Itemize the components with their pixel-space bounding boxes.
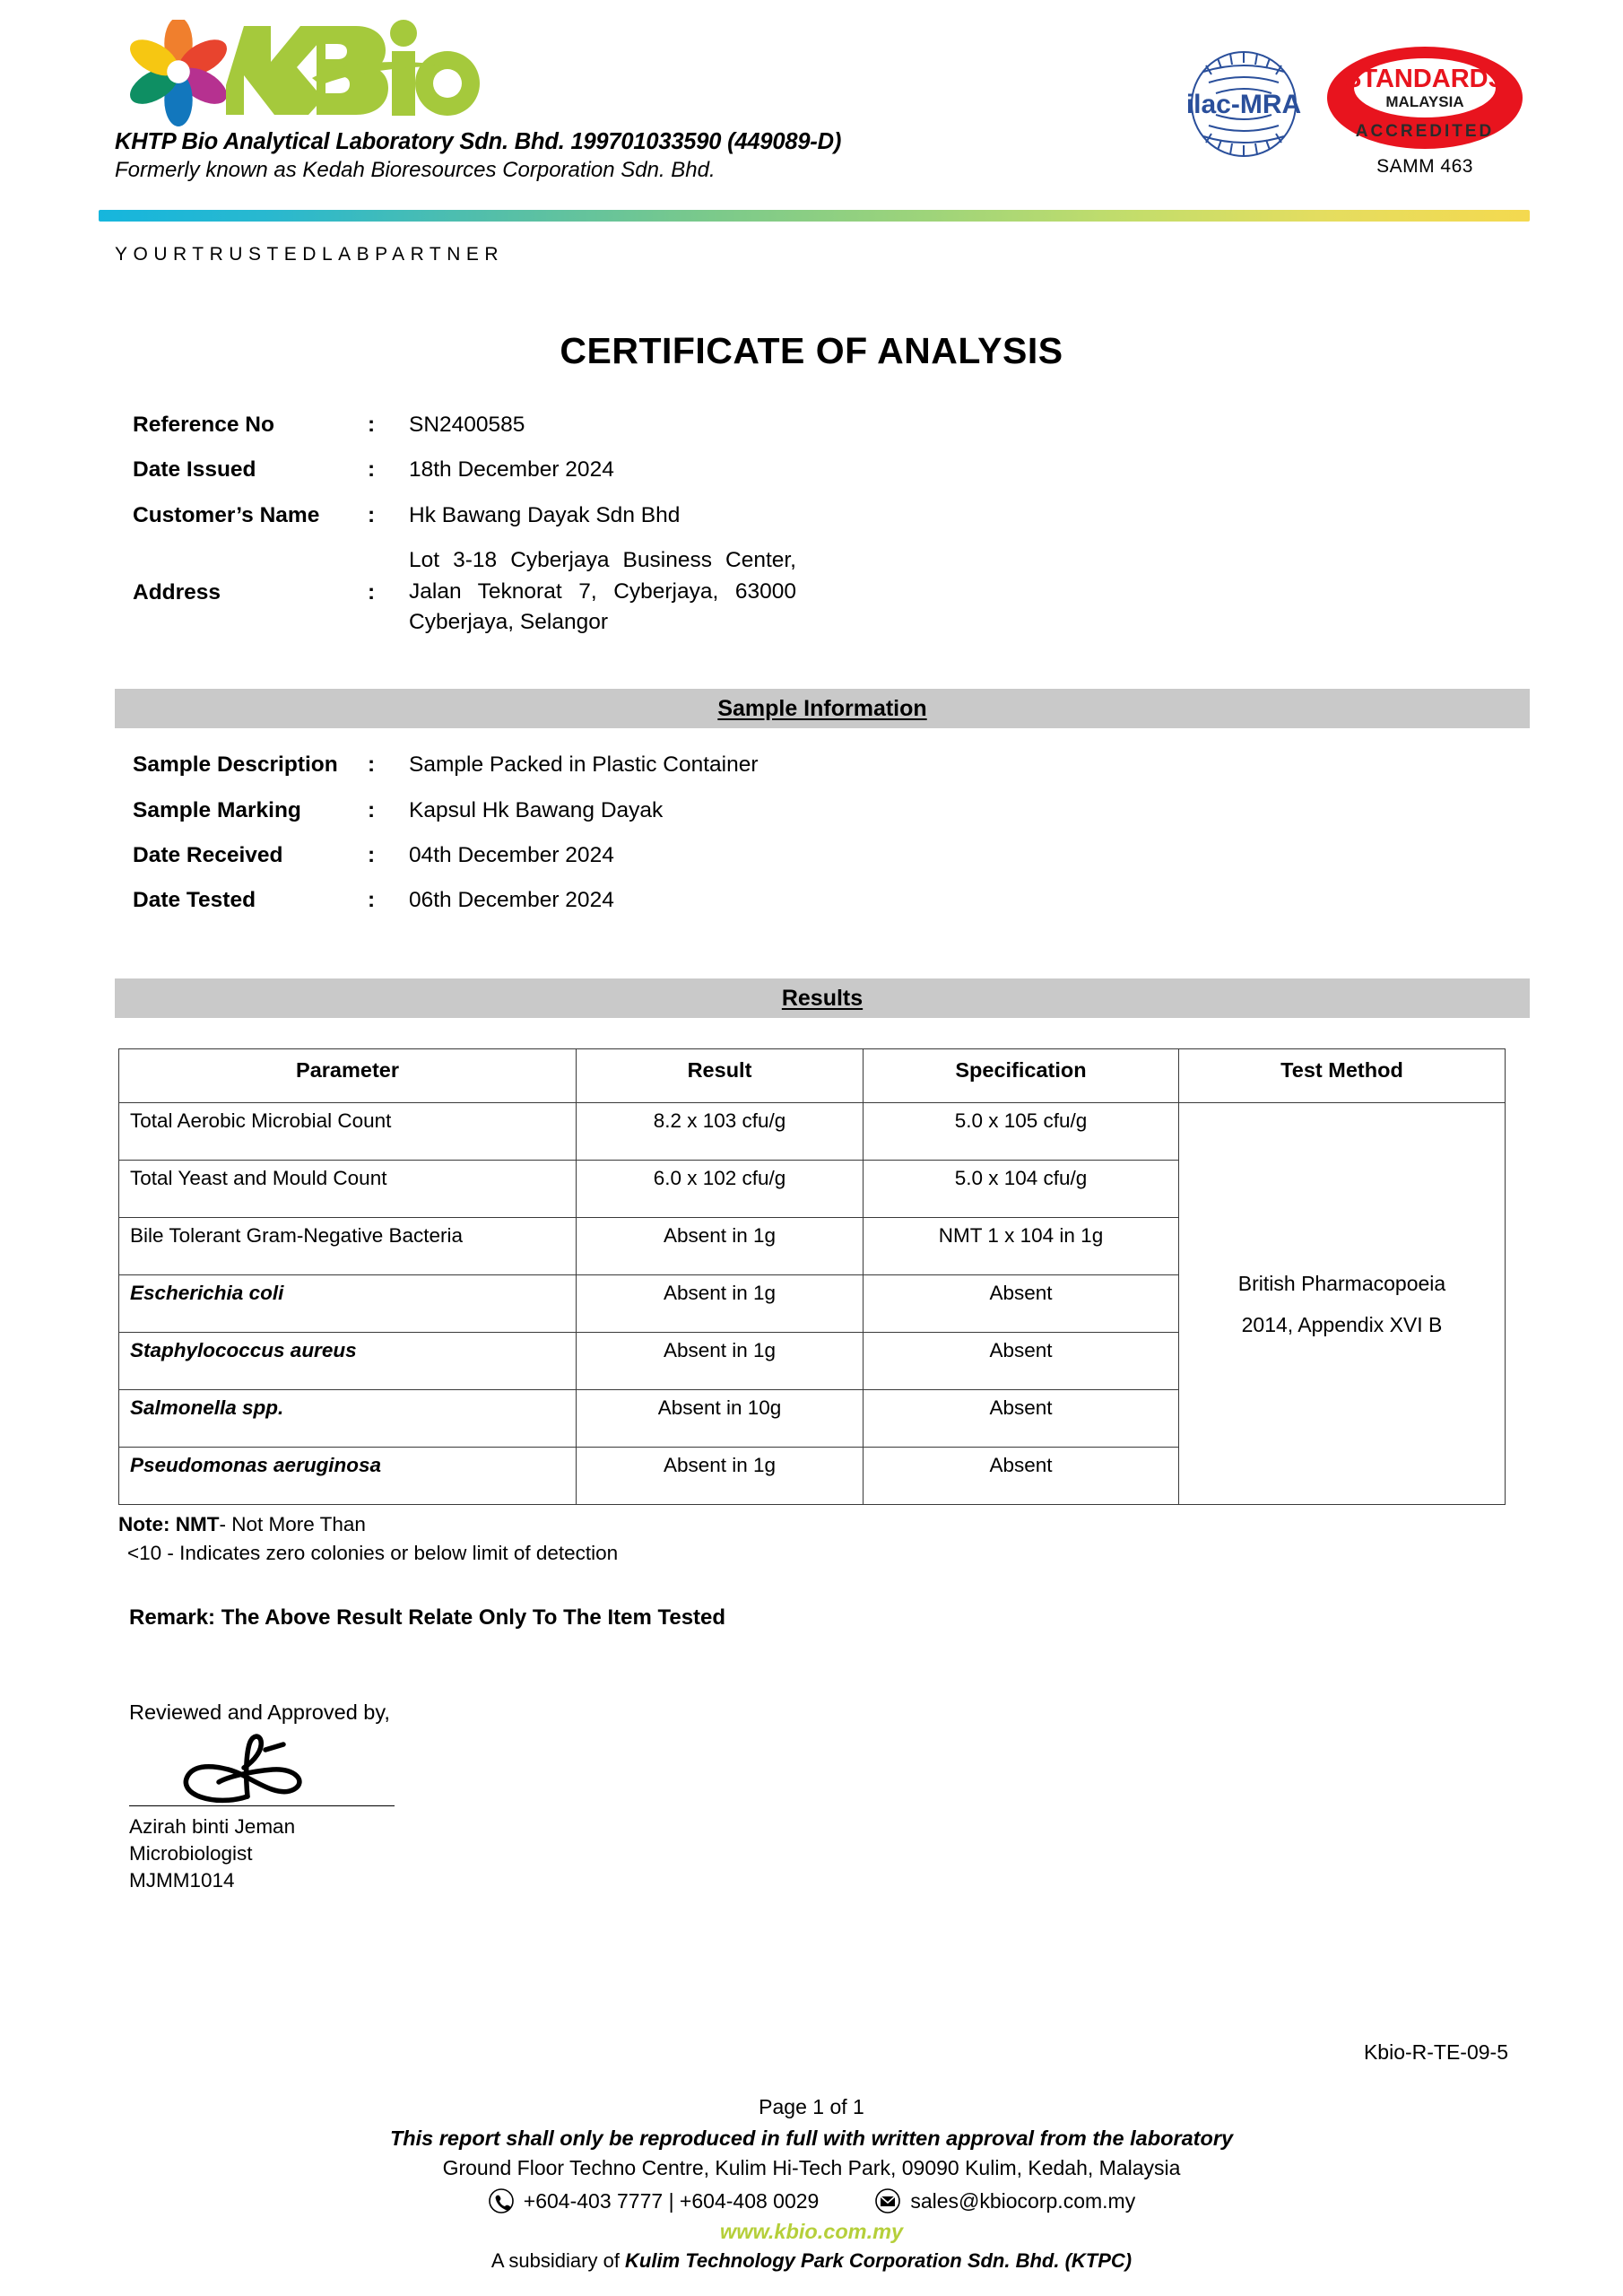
cell-result: 8.2 x 103 cfu/g [577, 1103, 864, 1161]
lab-name: KHTP Bio Analytical Laboratory Sdn. Bhd. 199701033590 (449089-D) [115, 129, 842, 154]
note-detection-limit: <10 - Indicates zero colonies or below limit of detection [127, 1542, 619, 1565]
handwritten-signature [169, 1730, 339, 1804]
subsidiary-name: Kulim Technology Park Corporation Sdn. Bhd. (KTPC) [625, 2249, 1133, 2272]
value-sample-description: Sample Packed in Plastic Container [409, 752, 759, 778]
footer-address: Ground Floor Techno Centre, Kulim Hi-Tech Park, 09090 Kulim, Kedah, Malaysia [442, 2156, 1181, 2179]
cell-result: Absent in 1g [577, 1333, 864, 1390]
colon: : [368, 413, 376, 437]
signatory-details [129, 1813, 1623, 1893]
document-footer [0, 2095, 1623, 2273]
cell-specification: 5.0 x 105 cfu/g [864, 1103, 1179, 1161]
label-date-tested: Date Tested [133, 888, 256, 913]
cell-parameter: Salmonella spp. [119, 1390, 577, 1448]
table-row [119, 1103, 1506, 1161]
sample-information-rows [0, 750, 1623, 916]
colon: : [368, 457, 376, 483]
document-code: Kbio-R-TE-09-5 [1363, 2040, 1508, 2064]
cell-parameter: Pseudomonas aeruginosa [119, 1448, 577, 1505]
info-row-address [133, 545, 1623, 639]
notes-block [118, 1510, 1623, 1568]
document-header [0, 0, 1623, 244]
column-header-parameter: Parameter [119, 1049, 577, 1103]
label-customer-name: Customer’s Name [133, 502, 320, 527]
signatory-id: MJMM1014 [129, 1868, 235, 1892]
page-title: CERTIFICATE OF ANALYSIS [560, 330, 1063, 371]
colon: : [368, 888, 376, 913]
ilac-mra-label: ilac-MRA [1185, 90, 1302, 119]
subsidiary-prefix: A subsidiary of [490, 2249, 626, 2272]
info-row-date-received [133, 840, 1623, 871]
value-customer-name: Hk Bawang Dayak Sdn Bhd [409, 502, 681, 527]
colon: : [368, 579, 376, 604]
kbio-logo [126, 20, 841, 127]
label-sample-description: Sample Description [133, 752, 338, 778]
colon: : [368, 752, 376, 778]
cell-result: Absent in 1g [577, 1275, 864, 1333]
test-method-line-2: 2014, Appendix XVI B [1241, 1312, 1443, 1336]
footer-subsidiary [0, 2249, 1623, 2273]
email-icon [874, 2187, 901, 2214]
test-method-line-1: British Pharmacopoeia [1237, 1271, 1446, 1295]
footer-email: sales@kbiocorp.com.my [910, 2188, 1136, 2213]
signature-intro: Reviewed and Approved by, [129, 1700, 390, 1725]
info-row-date-issued [133, 455, 1623, 485]
colon: : [368, 797, 376, 822]
cell-specification: NMT 1 x 104 in 1g [864, 1218, 1179, 1275]
value-reference-no: SN2400585 [409, 413, 525, 437]
cell-test-method [1179, 1103, 1506, 1505]
value-date-tested: 06th December 2024 [409, 888, 614, 913]
cell-specification: Absent [864, 1275, 1179, 1333]
info-row-reference-no [133, 410, 1623, 440]
sample-information-title: Sample Information [717, 695, 927, 721]
accreditation-block [1176, 45, 1524, 178]
phone-icon [488, 2187, 515, 2214]
column-header-test-method: Test Method [1179, 1049, 1506, 1103]
cell-parameter: Staphylococcus aureus [119, 1333, 577, 1390]
signature-block [129, 1700, 1623, 1893]
samm-code: SAMM 463 [1376, 156, 1473, 177]
info-row-sample-marking [133, 796, 1623, 826]
header-gradient-divider [99, 210, 1530, 222]
results-table [118, 1048, 1506, 1505]
colon: : [368, 842, 376, 867]
value-address: Lot 3-18 Cyberjaya Business Center, Jalan Teknorat 7, Cyberjaya, 63000 Cyberjaya, Selangor [409, 547, 796, 635]
cell-specification: Absent [864, 1390, 1179, 1448]
colon: : [368, 502, 376, 527]
table-header-row [119, 1049, 1506, 1103]
cell-result: Absent in 10g [577, 1390, 864, 1448]
brand-block [115, 20, 841, 183]
footer-phone: +604-403 7777 | +604-408 0029 [523, 2188, 820, 2213]
label-date-issued: Date Issued [133, 457, 256, 483]
footer-website[interactable]: www.kbio.com.my [719, 2220, 904, 2243]
results-title: Results [781, 985, 864, 1011]
note-nmt [118, 1510, 1623, 1539]
standards-malaysia-accredited-icon [1325, 45, 1524, 151]
cell-result: Absent in 1g [577, 1448, 864, 1505]
svg-text:MALAYSIA: MALAYSIA [1385, 93, 1464, 110]
cell-parameter: Total Aerobic Microbial Count [119, 1103, 577, 1161]
column-header-specification: Specification [864, 1049, 1179, 1103]
cell-result: Absent in 1g [577, 1218, 864, 1275]
info-row-customer-name [133, 500, 1623, 531]
label-reference-no: Reference No [133, 413, 274, 437]
value-sample-marking: Kapsul Hk Bawang Dayak [409, 797, 664, 822]
lab-former-name: Formerly known as Kedah Bioresources Corporation Sdn. Bhd. [115, 158, 716, 182]
note-nmt-suffix: - Not More Than [219, 1513, 366, 1536]
cell-specification: 5.0 x 104 cfu/g [864, 1161, 1179, 1218]
svg-text:STANDARDS: STANDARDS [1344, 65, 1506, 93]
sample-information-banner [115, 689, 1530, 728]
cell-parameter: Total Yeast and Mould Count [119, 1161, 577, 1218]
label-date-received: Date Received [133, 842, 283, 867]
label-address: Address [133, 579, 221, 604]
footer-contact [0, 2187, 1623, 2214]
remark-text: Remark: The Above Result Relate Only To The Item Tested [129, 1605, 726, 1631]
value-date-received: 04th December 2024 [409, 842, 614, 867]
ilac-mra-icon [1176, 45, 1311, 163]
svg-text:ACCREDITED: ACCREDITED [1355, 122, 1495, 141]
cell-specification: Absent [864, 1448, 1179, 1505]
signature-line [129, 1805, 395, 1806]
cell-parameter: Escherichia coli [119, 1275, 577, 1333]
cell-parameter: Bile Tolerant Gram-Negative Bacteria [119, 1218, 577, 1275]
cell-result: 6.0 x 102 cfu/g [577, 1161, 864, 1218]
cell-specification: Absent [864, 1333, 1179, 1390]
info-row-sample-description [133, 750, 1623, 780]
flower-logo-icon [126, 20, 231, 127]
column-header-result: Result [577, 1049, 864, 1103]
note-nmt-prefix: Note: NMT [118, 1513, 220, 1536]
kbio-wordmark [226, 19, 486, 125]
results-banner [115, 978, 1530, 1018]
value-date-issued: 18th December 2024 [409, 457, 614, 483]
signatory-name: Azirah binti Jeman [129, 1815, 296, 1839]
page-number: Page 1 of 1 [759, 2095, 864, 2118]
signatory-position: Microbiologist [129, 1841, 253, 1865]
reference-info [0, 410, 1623, 639]
company-tagline: YOURTRUSTEDLABPARTNER [115, 244, 505, 265]
info-row-date-tested [133, 885, 1623, 916]
label-sample-marking: Sample Marking [133, 797, 301, 822]
reproduction-notice: This report shall only be reproduced in full with written approval from the laboratory [389, 2126, 1234, 2150]
